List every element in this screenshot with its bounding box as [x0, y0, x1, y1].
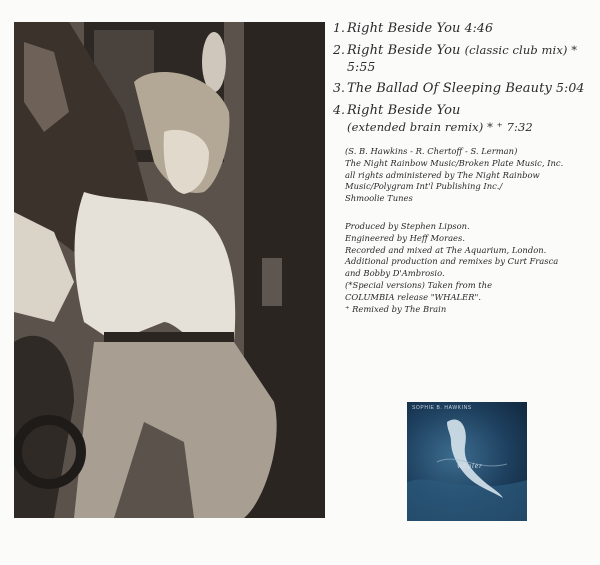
credit-line: and Bobby D'Ambrosio.	[345, 268, 445, 279]
track-item	[333, 102, 595, 135]
track-title: The Ballad Of Sleeping Beauty	[347, 81, 552, 96]
track-title: Right Beside You	[347, 43, 461, 58]
track-time: 5:04	[555, 80, 585, 95]
credit-line: Recorded and mixed at The Aquarium, London.	[345, 244, 547, 255]
cover-photo	[14, 22, 325, 518]
album-artist-name: SOPHIE B. HAWKINS	[412, 405, 472, 411]
track-number: 4.	[333, 102, 346, 117]
credit-line: The Night Rainbow Music/Broken Plate Music, Inc.	[345, 157, 564, 168]
track-item	[333, 42, 595, 75]
track-item	[333, 80, 595, 97]
credit-line: Engineered by Heff Moraes.	[345, 232, 465, 243]
track-time: 5:55	[347, 59, 376, 74]
credit-line: (S. B. Hawkins - R. Chertoff - S. Lerman)	[345, 146, 518, 156]
track-title: Right Beside You	[347, 21, 461, 36]
photo-illustration	[14, 22, 325, 518]
track-item	[333, 20, 595, 37]
credit-line: Additional production and remixes by Curt Frasca	[345, 256, 559, 267]
track-time: 7:32	[506, 120, 533, 134]
publishing-credits	[345, 146, 595, 205]
credit-line: all rights administered by The Night Rainbow	[345, 169, 540, 180]
credit-line: (*Special versions) Taken from the	[345, 279, 493, 290]
track-title: Right Beside You	[347, 103, 461, 118]
credit-line: Music/Polygram Int'l Publishing Inc./	[345, 181, 503, 192]
album-art-thumbnail	[407, 402, 527, 521]
track-number: 3.	[333, 80, 346, 95]
album-title: whaler	[457, 463, 483, 470]
production-credits	[345, 221, 595, 315]
track-number: 2.	[333, 42, 346, 57]
credit-line: Shmoolie Tunes	[345, 193, 413, 204]
credit-line: Produced by Stephen Lipson.	[345, 221, 470, 231]
track-time: 4:46	[464, 20, 494, 35]
track-list	[333, 20, 595, 140]
track-version: (extended brain remix) * ⁺	[347, 120, 503, 134]
album-art-image	[407, 402, 527, 521]
track-version: (classic club mix) *	[464, 43, 578, 57]
credit-line: ⁺ Remixed by The Brain	[345, 303, 447, 314]
credit-line: COLUMBIA release "WHALER".	[345, 291, 481, 302]
track-number: 1.	[333, 20, 346, 35]
